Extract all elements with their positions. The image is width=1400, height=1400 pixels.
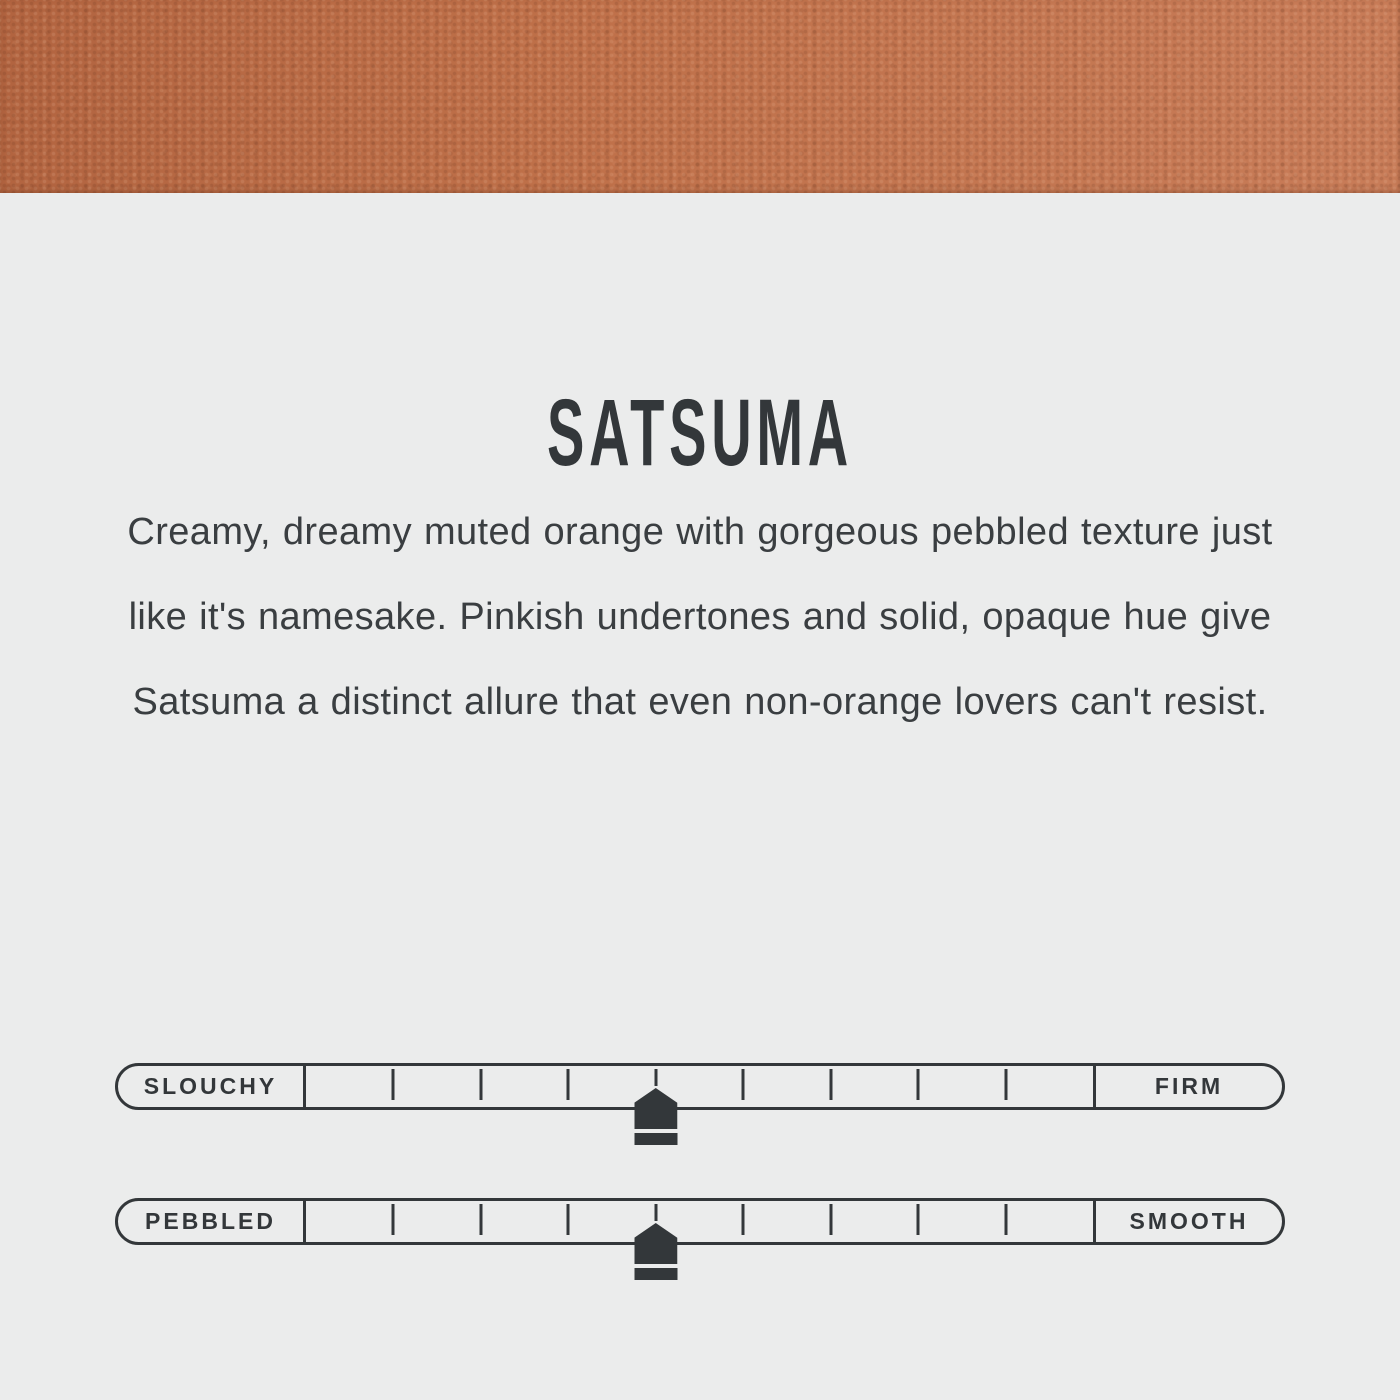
color-description <box>0 490 1400 745</box>
scale-pill <box>115 1063 1285 1110</box>
scale-tick <box>654 1204 657 1221</box>
scale-marker <box>634 1088 677 1145</box>
description-line: like it's namesake. Pinkish undertones and solid, opaque hue give <box>128 596 1272 638</box>
scale-tick <box>1004 1204 1007 1235</box>
scale-tick <box>917 1204 920 1235</box>
description-line: Creamy, dreamy muted orange with gorgeous pebbled texture just <box>127 511 1273 553</box>
scale-tick <box>742 1204 745 1235</box>
color-name-title: SATSUMA <box>546 379 854 486</box>
scale-tick <box>742 1069 745 1100</box>
scale-tick <box>1004 1069 1007 1100</box>
scale-track <box>306 1066 1093 1107</box>
scale-left-label: SLOUCHY <box>118 1066 306 1107</box>
description-line: Satsuma a distinct allure that even non-orange lovers can't resist. <box>132 681 1268 723</box>
pebbled-smooth-scale <box>115 1198 1285 1245</box>
scale-tick <box>392 1069 395 1100</box>
scale-tick <box>479 1069 482 1100</box>
marker-arrow-icon <box>634 1088 677 1129</box>
slouchy-firm-scale <box>115 1063 1285 1110</box>
scale-tick <box>567 1069 570 1100</box>
scale-marker <box>634 1223 677 1280</box>
scale-tick <box>829 1069 832 1100</box>
scale-tick <box>917 1069 920 1100</box>
scale-tick <box>479 1204 482 1235</box>
scale-tick <box>654 1069 657 1086</box>
leather-texture-banner <box>0 0 1400 193</box>
scale-pill <box>115 1198 1285 1245</box>
marker-arrow-icon <box>634 1223 677 1264</box>
scale-right-label: SMOOTH <box>1093 1201 1282 1242</box>
marker-bar <box>634 1268 677 1280</box>
scale-tick <box>567 1204 570 1235</box>
scale-tick <box>392 1204 395 1235</box>
scale-tick <box>829 1204 832 1235</box>
marker-bar <box>634 1133 677 1145</box>
scale-right-label: FIRM <box>1093 1066 1282 1107</box>
scale-left-label: PEBBLED <box>118 1201 306 1242</box>
scale-track <box>306 1201 1093 1242</box>
